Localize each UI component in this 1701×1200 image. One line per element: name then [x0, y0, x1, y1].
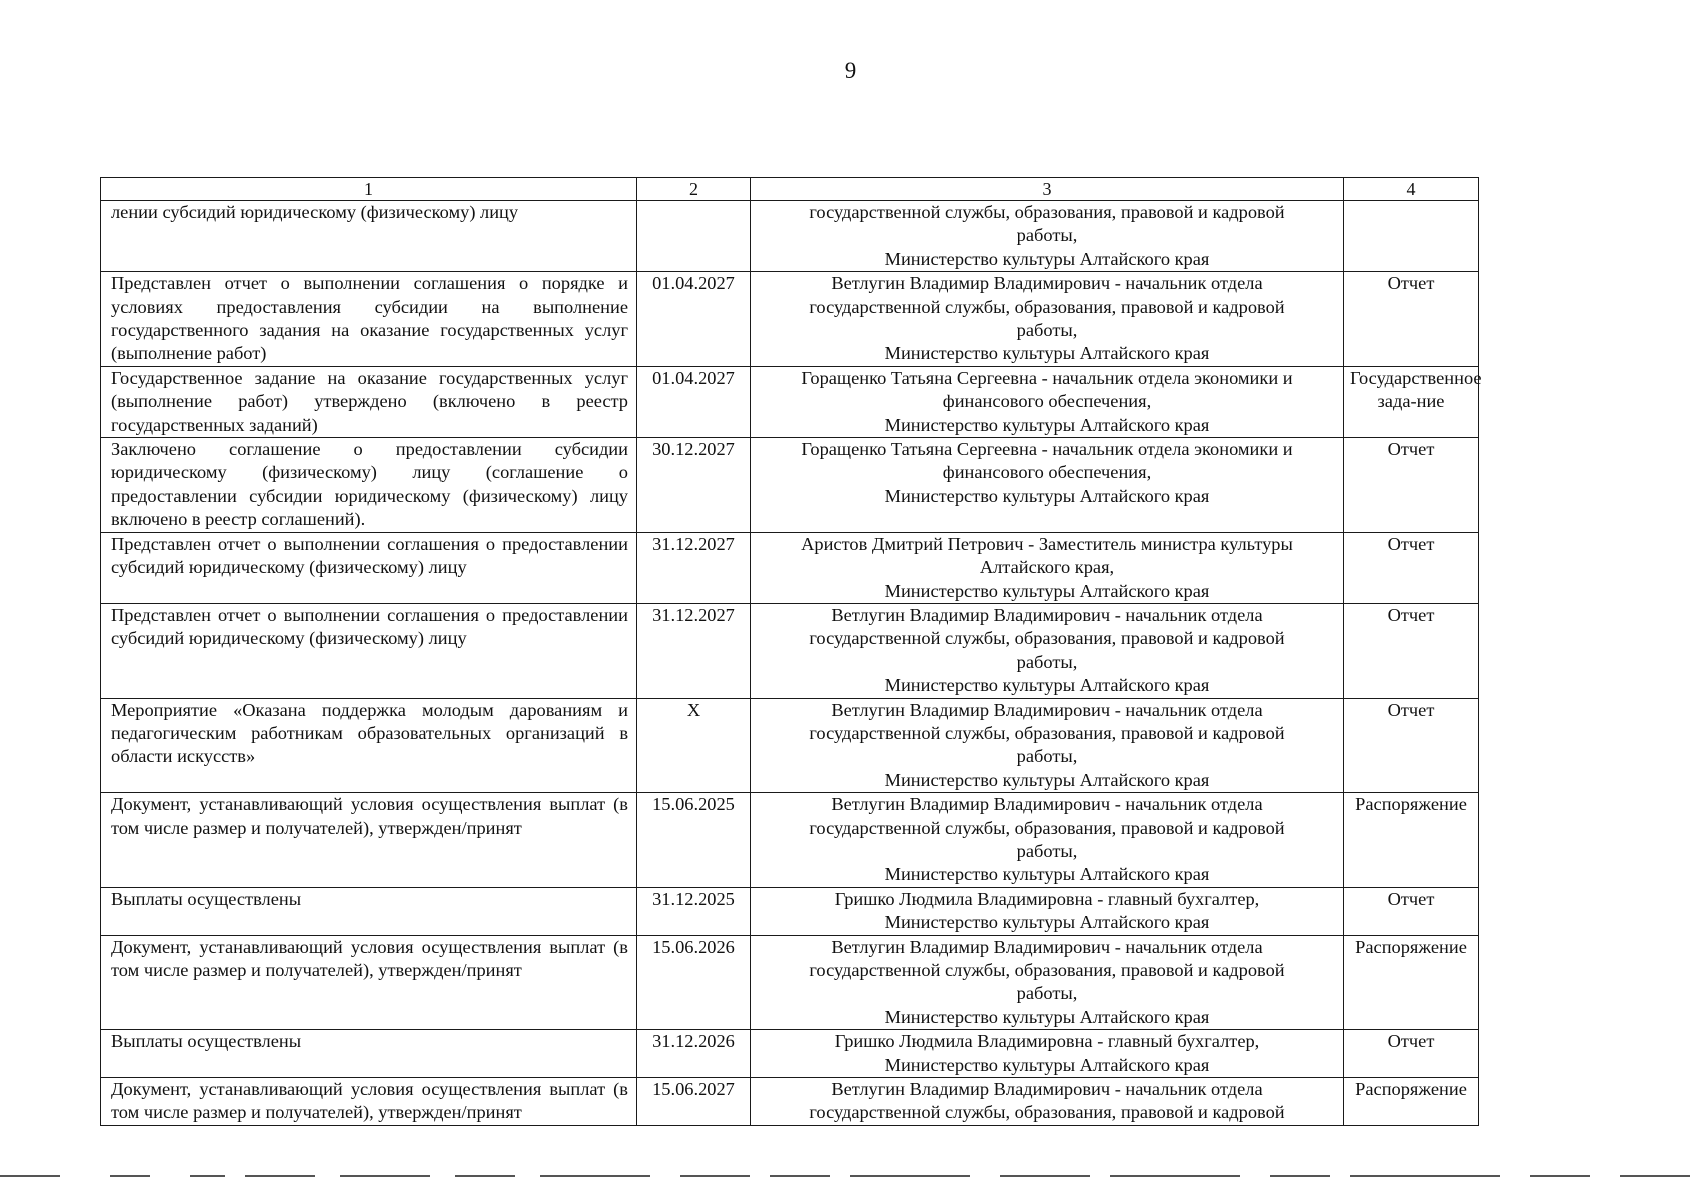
responsible-line: Министерство культуры Алтайского края	[884, 343, 1210, 364]
date-cell: 15.06.2026	[637, 935, 751, 1030]
responsible-line: государственной службы, образования, правовой и кадровой	[809, 296, 1285, 317]
responsible-line: Министерство культуры Алтайского края	[884, 912, 1210, 933]
date-cell: 01.04.2027	[637, 272, 751, 367]
column-header-1: 1	[101, 178, 637, 201]
responsible-line: Министерство культуры Алтайского края	[884, 769, 1210, 790]
event-cell: Мероприятие «Оказана поддержка молодым дарованиям и педагогическим работникам образовательных организаций в области искусств»	[101, 698, 637, 793]
table-row	[101, 366, 1479, 437]
event-cell: Представлен отчет о выполнении соглашения о порядке и условиях предоставления субсидии на выполнение государственного задания на оказание государственных услуг (выполнение работ)	[101, 272, 637, 367]
column-header-4: 4	[1344, 178, 1479, 201]
responsible-line: Ветлугин Владимир Владимирович - начальник отдела	[831, 936, 1263, 957]
responsible-line: работы,	[1016, 225, 1078, 246]
responsible-line: Министерство культуры Алтайского края	[884, 248, 1210, 269]
table-header-row	[101, 178, 1479, 201]
responsible-line: Министерство культуры Алтайского края	[884, 864, 1210, 885]
responsible-line: государственной службы, образования, правовой и кадровой	[809, 1102, 1285, 1123]
responsible-line: работы,	[1016, 746, 1078, 767]
responsible-line: Гришко Людмила Владимировна - главный бухгалтер,	[834, 1031, 1260, 1052]
table-row	[101, 201, 1479, 272]
responsible-line: Министерство культуры Алтайского края	[884, 675, 1210, 696]
table-row	[101, 1030, 1479, 1078]
document-type-cell: Распоряжение	[1344, 935, 1479, 1030]
document-type-cell	[1344, 201, 1479, 272]
event-cell: Представлен отчет о выполнении соглашения о предоставлении субсидий юридическому (физическому) лицу	[101, 603, 637, 698]
date-cell: 31.12.2026	[637, 1030, 751, 1078]
responsible-line: государственной службы, образования, правовой и кадровой	[809, 628, 1285, 649]
event-cell: Документ, устанавливающий условия осуществления выплат (в том числе размер и получателей), утвержден/принят	[101, 935, 637, 1030]
table-row	[101, 272, 1479, 367]
responsible-line: работы,	[1016, 983, 1078, 1004]
event-cell: Заключено соглашение о предоставлении субсидии юридическому (физическому) лицу (соглашение о предоставлении субсидии юридическому (физическому) лицу включено в реестр соглашений).	[101, 438, 637, 533]
responsible-line: Гришко Людмила Владимировна - главный бухгалтер,	[834, 888, 1260, 909]
document-type-cell: Отчет	[1344, 1030, 1479, 1078]
table-body	[101, 201, 1482, 1126]
responsible-line: Ветлугин Владимир Владимирович - начальник отдела	[831, 604, 1263, 625]
responsible-line: работы,	[1016, 651, 1078, 672]
table-row	[101, 603, 1479, 698]
table-row	[101, 935, 1479, 1030]
scan-edge-marks	[0, 1172, 1701, 1180]
responsible-line: Министерство культуры Алтайского края	[884, 1006, 1210, 1027]
event-cell: Государственное задание на оказание государственных услуг (выполнение работ) утверждено (включено в реестр государственных заданий)	[101, 366, 637, 437]
document-type-cell: Государственное зада-ние	[1344, 366, 1479, 437]
responsible-line: Министерство культуры Алтайского края	[884, 414, 1210, 435]
responsible-line: Ветлугин Владимир Владимирович - начальник отдела	[831, 794, 1263, 815]
responsible-cell	[751, 438, 1344, 533]
date-cell: 31.12.2027	[637, 603, 751, 698]
table-row	[101, 793, 1479, 888]
date-cell: 15.06.2025	[637, 793, 751, 888]
responsible-cell	[751, 272, 1344, 367]
column-header-3: 3	[751, 178, 1344, 201]
table-row	[101, 438, 1479, 533]
date-cell	[637, 201, 751, 272]
responsible-line: государственной службы, образования, правовой и кадровой	[809, 960, 1285, 980]
table-row	[101, 698, 1479, 793]
responsible-line: финансового обеспечения,	[942, 391, 1152, 412]
responsible-line: государственной службы, образования, правовой и кадровой	[809, 202, 1285, 222]
responsible-line: Министерство культуры Алтайского края	[884, 580, 1210, 601]
page-number: 9	[844, 58, 857, 83]
date-cell: 31.12.2025	[637, 887, 751, 935]
responsible-cell	[751, 887, 1344, 935]
document-type-cell: Отчет	[1344, 438, 1479, 533]
responsible-line: Аристов Дмитрий Петрович - Заместитель министра культуры	[801, 533, 1293, 554]
responsible-cell	[751, 1078, 1344, 1126]
responsible-cell	[751, 532, 1344, 603]
responsible-cell	[751, 603, 1344, 698]
event-cell: Документ, устанавливающий условия осуществления выплат (в том числе размер и получателей), утвержден/принят	[101, 1078, 637, 1126]
table-row	[101, 532, 1479, 603]
table-row	[101, 1078, 1479, 1126]
responsible-line: Горащенко Татьяна Сергеевна - начальник отдела экономики и	[801, 367, 1293, 388]
date-cell: 31.12.2027	[637, 532, 751, 603]
responsible-cell	[751, 366, 1344, 437]
responsible-cell	[751, 935, 1344, 1030]
responsible-line: Ветлугин Владимир Владимирович - начальник отдела	[831, 1079, 1263, 1100]
responsible-line: финансового обеспечения,	[942, 462, 1152, 483]
event-cell: Выплаты осуществлены	[101, 1030, 637, 1078]
event-cell: Документ, устанавливающий условия осуществления выплат (в том числе размер и получателей), утвержден/принят	[101, 793, 637, 888]
document-type-cell: Отчет	[1344, 887, 1479, 935]
event-cell: Выплаты осуществлены	[101, 887, 637, 935]
document-type-cell: Распоряжение	[1344, 1078, 1479, 1126]
responsible-line: работы,	[1016, 840, 1078, 861]
date-cell: 01.04.2027	[637, 366, 751, 437]
responsible-line: работы,	[1016, 320, 1078, 341]
schedule-table	[100, 177, 1482, 1126]
document-type-cell: Отчет	[1344, 603, 1479, 698]
responsible-cell	[751, 793, 1344, 888]
date-cell: X	[637, 698, 751, 793]
event-cell: Представлен отчет о выполнении соглашения о предоставлении субсидий юридическому (физическому) лицу	[101, 532, 637, 603]
responsible-line: Ветлугин Владимир Владимирович - начальник отдела	[831, 699, 1263, 720]
event-cell: лении субсидий юридическому (физическому) лицу	[101, 201, 637, 272]
responsible-line: Министерство культуры Алтайского края	[884, 1054, 1210, 1075]
column-header-2: 2	[637, 178, 751, 201]
responsible-line: государственной службы, образования, правовой и кадровой	[809, 722, 1285, 743]
document-type-cell: Отчет	[1344, 272, 1479, 367]
responsible-line: Министерство культуры Алтайского края	[884, 485, 1210, 506]
responsible-line: Горащенко Татьяна Сергеевна - начальник отдела экономики и	[801, 439, 1293, 460]
responsible-cell	[751, 698, 1344, 793]
date-cell: 15.06.2027	[637, 1078, 751, 1126]
document-type-cell: Отчет	[1344, 698, 1479, 793]
responsible-cell	[751, 201, 1344, 272]
responsible-cell	[751, 1030, 1344, 1078]
responsible-line: государственной службы, образования, правовой и кадровой	[809, 817, 1285, 838]
document-type-cell: Распоряжение	[1344, 793, 1479, 888]
date-cell: 30.12.2027	[637, 438, 751, 533]
responsible-line: Ветлугин Владимир Владимирович - начальник отдела	[831, 273, 1263, 294]
table-row	[101, 887, 1479, 935]
document-type-cell: Отчет	[1344, 532, 1479, 603]
responsible-line: Алтайского края,	[979, 557, 1115, 578]
